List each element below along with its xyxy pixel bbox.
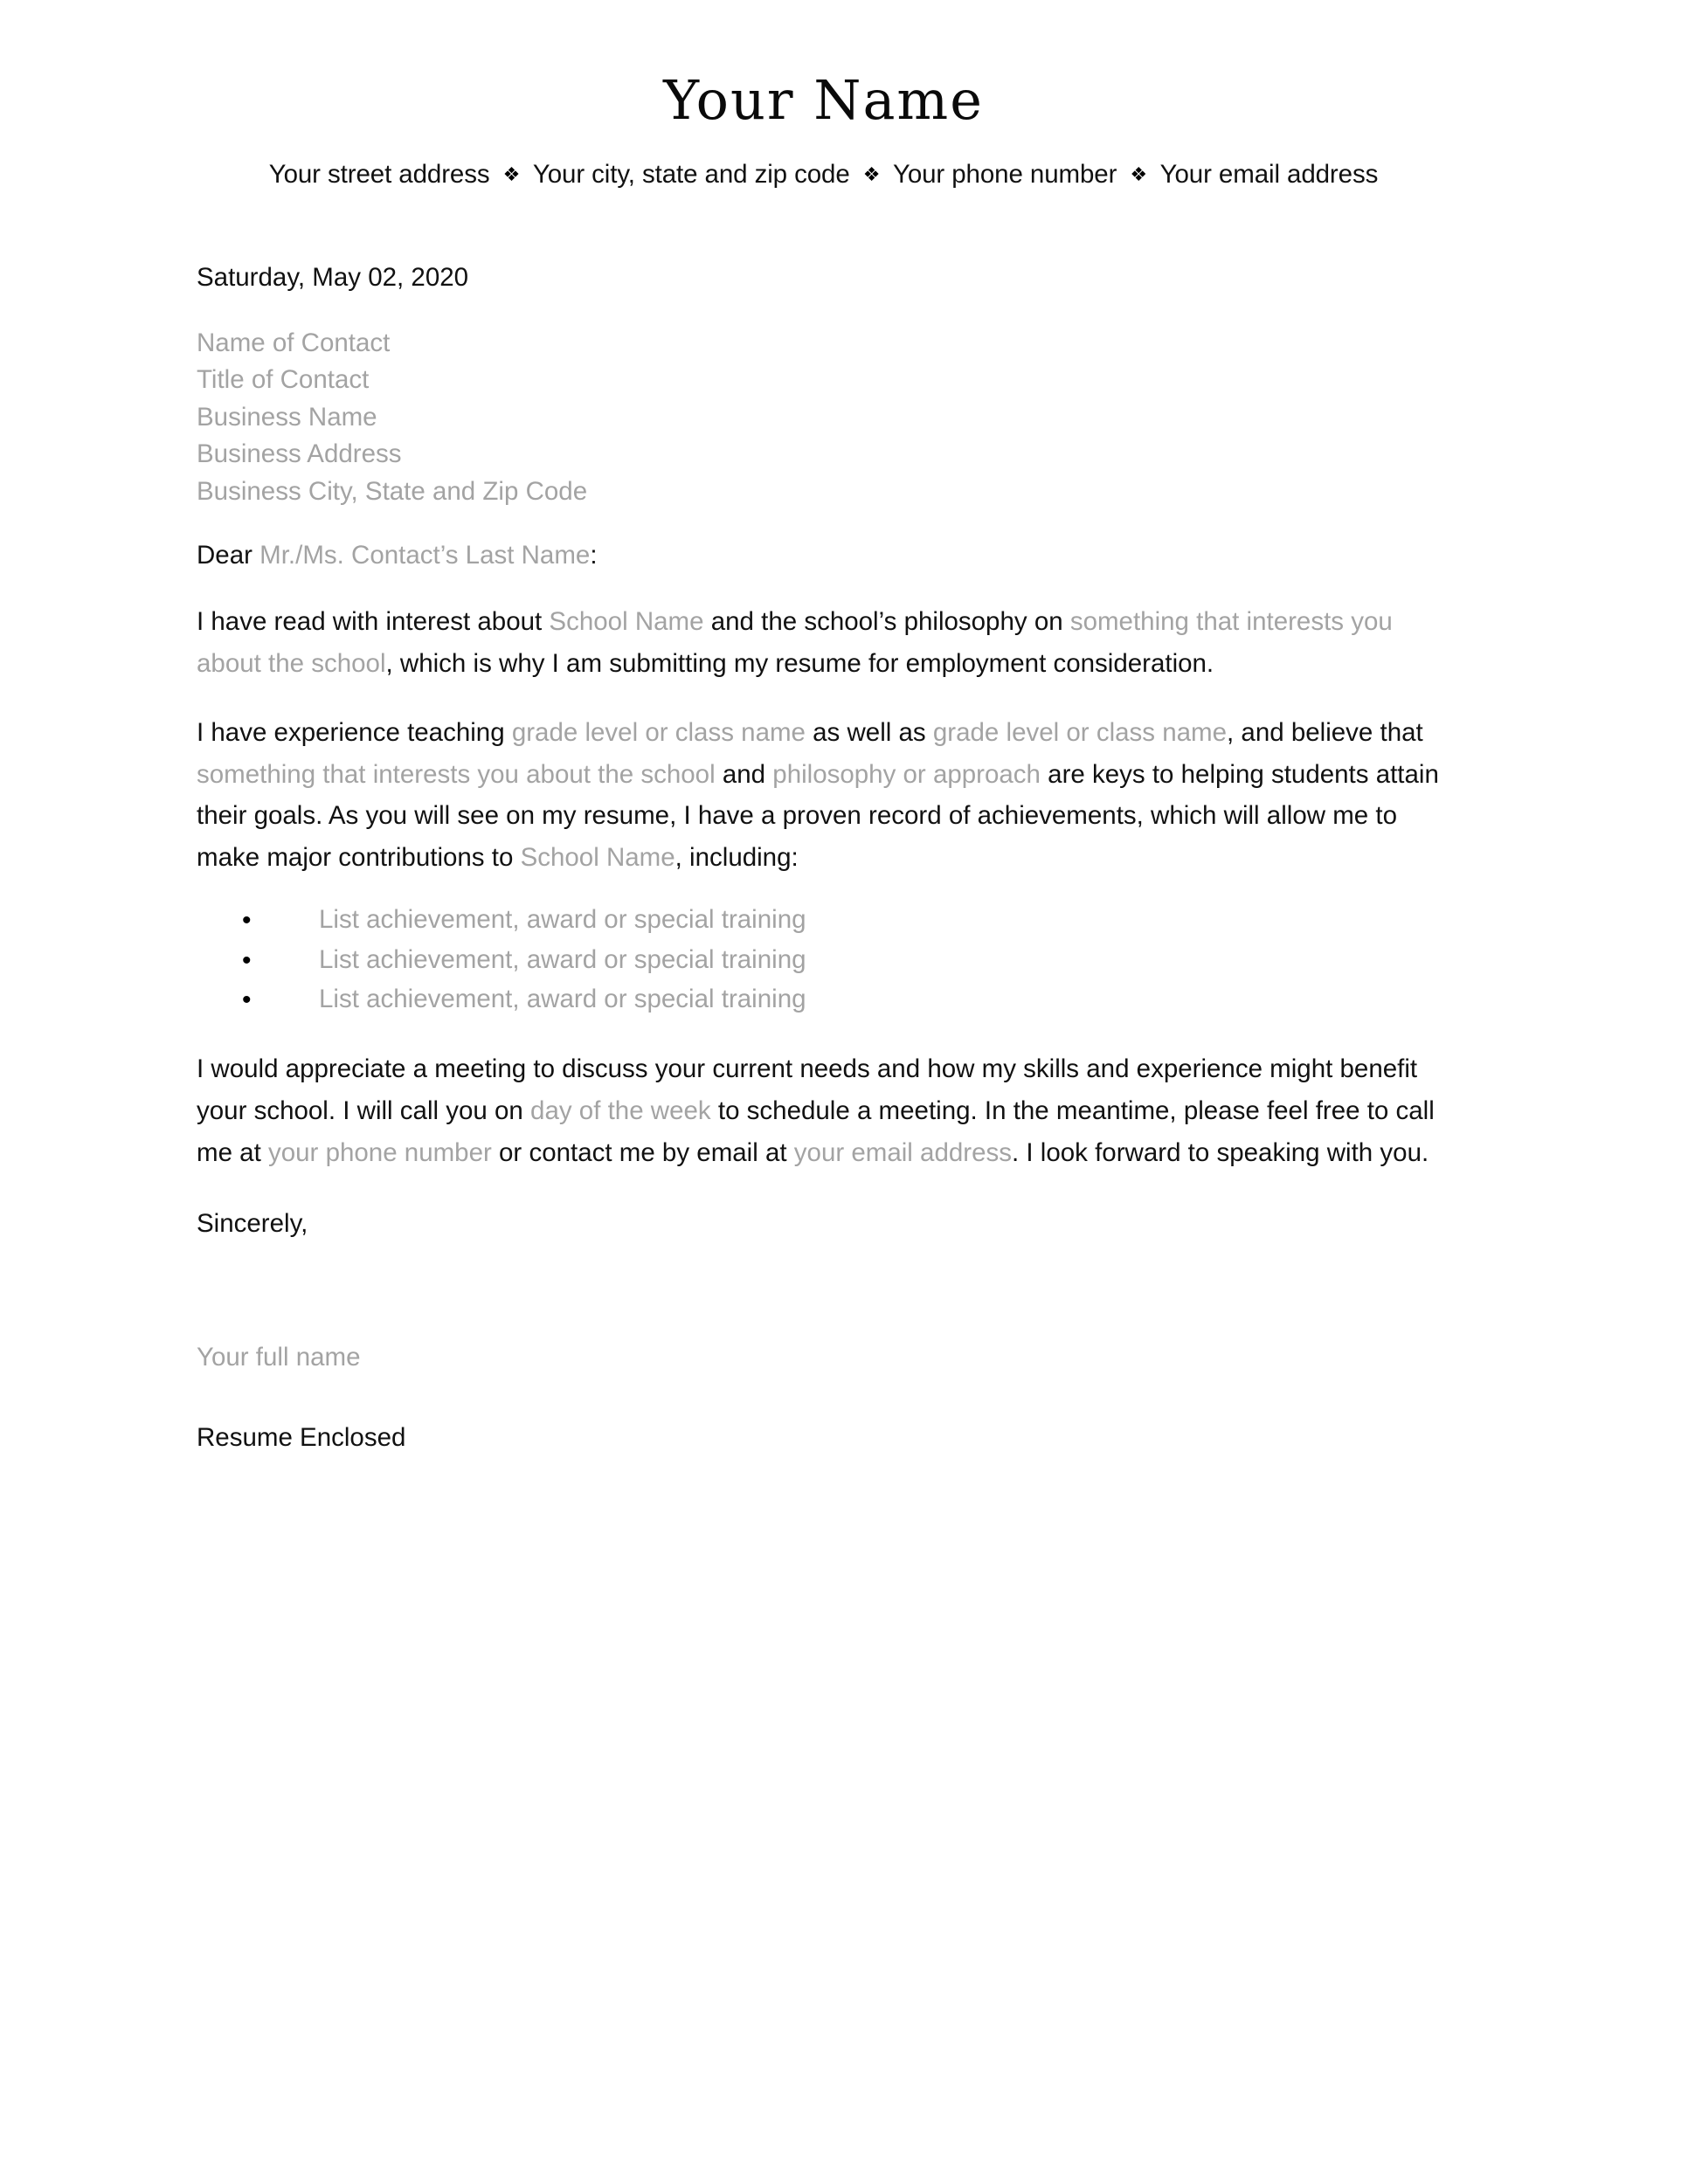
p3-placeholder-day-of-week: day of the week [530,1095,711,1125]
letterhead-contact-line [197,128,1450,190]
p2-segment-5: are keys to helping students attain their goals. As you will see on my resume, I have a proven record of achievements, which will allow me to make major contributions to [197,759,1439,873]
recipient-title: Title of Contact [197,365,370,395]
body-paragraph-closing [197,1021,1450,1173]
salutation-contact-placeholder: Mr./Ms. Contact’s Last Name [259,541,591,570]
list-item [197,902,1450,939]
p2-segment-3: , and believe that [1227,717,1423,747]
p2-placeholder-grade-level-1: grade level or class name [511,717,806,747]
p2-placeholder-school-name: School Name [520,843,675,873]
p2-placeholder-grade-level-2: grade level or class name [932,717,1228,747]
list-item [197,942,1450,979]
body-paragraph-experience [197,685,1450,879]
enclosure-note: Resume Enclosed [197,1423,406,1453]
achievement-text: List achievement, award or special training [319,985,806,1014]
salutation-line [197,510,1450,574]
recipient-address-block [197,296,1450,510]
sign-off-line: Sincerely, [197,1208,308,1238]
contact-phone-number: Your phone number [892,160,1117,190]
p3-segment-4: . I look forward to speaking with you. [1012,1137,1429,1167]
p3-segment-1: I would appreciate a meeting to discuss your current needs and how my skills and experience might benefit your school. I will call you on [197,1054,1418,1125]
diamond-bullet-icon: ❖ [862,163,881,186]
bullet-point-icon: • [242,905,252,935]
recipient-business-city-state-zip: Business City, State and Zip Code [197,476,588,506]
salutation-punctuation: : [590,541,598,570]
p1-placeholder-school-interest: something that interests you about the school [197,607,1393,678]
contact-city-state-zip: Your city, state and zip code [532,160,850,190]
bullet-point-icon: • [242,985,252,1015]
p1-segment-2: and the school’s philosophy on [703,607,1070,637]
p2-segment-2: as well as [805,717,933,747]
p1-segment-3: , which is why I am submitting my resume for employment consideration. [385,648,1214,678]
list-item [197,981,1450,1019]
letter-date: Saturday, May 02, 2020 [197,263,469,293]
p3-segment-3: or contact me by email at [491,1137,794,1167]
achievement-text: List achievement, award or special training [319,904,806,934]
p3-placeholder-phone-number: your phone number [267,1137,492,1167]
p2-segment-6: , including: [675,843,799,873]
recipient-name: Name of Contact [197,328,391,357]
salutation-greeting: Dear [197,541,253,570]
contact-email-address: Your email address [1159,160,1379,190]
body-paragraph-intro [197,574,1450,685]
signature-name-placeholder: Your full name [197,1343,361,1372]
p3-placeholder-email-address: your email address [793,1137,1013,1167]
p2-segment-1: I have experience teaching [197,717,512,747]
recipient-business-address: Business Address [197,439,402,469]
contact-street-address: Your street address [268,160,490,190]
diamond-bullet-icon: ❖ [1130,163,1148,186]
p1-placeholder-school-name: School Name [549,607,704,637]
p2-placeholder-school-interest: something that interests you about the school [197,759,716,789]
bullet-point-icon: • [242,945,252,975]
recipient-business-name: Business Name [197,402,377,432]
p3-segment-2: to schedule a meeting. In the meantime, please feel free to call me at [197,1095,1435,1167]
achievement-text: List achievement, award or special training [319,944,806,974]
p1-segment-1: I have read with interest about [197,607,550,637]
diamond-bullet-icon: ❖ [502,163,521,186]
page-title: Your Name [663,68,984,132]
p2-placeholder-philosophy: philosophy or approach [772,759,1041,789]
p2-segment-4: and [715,759,773,789]
achievements-list [197,879,1450,1019]
